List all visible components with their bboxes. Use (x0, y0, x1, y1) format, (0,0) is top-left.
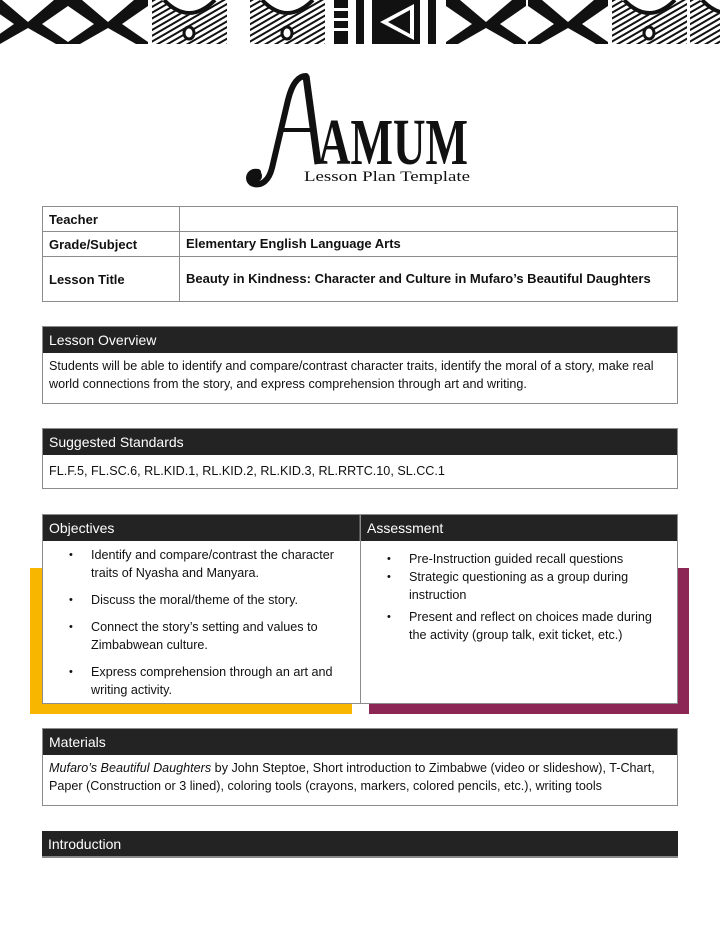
assessment-list (361, 541, 677, 644)
table-row (43, 207, 678, 232)
materials-text (43, 755, 677, 801)
materials-description: by John Steptoe, Short introduction to Zimbabwe (video or slideshow), T-Chart, Paper (Construction or 3 lined), coloring tools (crayons, markers, colored pencils, etc.), writing tools (49, 761, 655, 793)
table-row (43, 232, 678, 257)
list-item: • Strategic questioning as a group during instruction (361, 568, 669, 604)
materials-book-title: Mufaro’s Beautiful Daughters (49, 761, 212, 775)
objectives-heading: Objectives (43, 515, 360, 541)
objectives-assessment-section (42, 514, 678, 704)
objectives-list (43, 541, 360, 699)
lesson-info-table (42, 206, 678, 302)
logo-tagline: Lesson Plan Template (304, 169, 471, 185)
list-item: • Connect the story’s setting and values to Zimbabwean culture. (43, 618, 352, 654)
lesson-overview-heading: Lesson Overview (43, 327, 677, 353)
materials-heading: Materials (43, 729, 677, 755)
decorative-banner (0, 0, 720, 44)
lesson-overview-section (42, 326, 678, 404)
grade-subject-value: Elementary English Language Arts (180, 232, 678, 257)
materials-section (42, 728, 678, 806)
table-row (43, 257, 678, 302)
teacher-label: Teacher (43, 207, 180, 232)
amum-logo (240, 70, 480, 195)
list-item: • Discuss the moral/theme of the story. (43, 591, 352, 609)
assessment-column (361, 515, 677, 703)
amum-logo-icon (240, 70, 480, 195)
list-item: • Identify and compare/contrast the character traits of Nyasha and Manyara. (43, 546, 352, 582)
lesson-title-label: Lesson Title (43, 257, 180, 302)
assessment-heading: Assessment (361, 515, 677, 541)
list-item: • Express comprehension through an art and writing activity. (43, 663, 352, 699)
standards-section (42, 428, 678, 489)
lesson-overview-text: Students will be able to identify and compare/contrast character traits, identify the moral of a story, make real world connections from the story, and express comprehension through art and writing. (49, 359, 654, 391)
introduction-heading: Introduction (42, 831, 678, 858)
standards-heading: Suggested Standards (43, 429, 677, 455)
list-item: • Pre-Instruction guided recall questions (361, 550, 669, 568)
teacher-value (180, 207, 678, 232)
objectives-column (43, 515, 361, 703)
standards-text: FL.F.5, FL.SC.6, RL.KID.1, RL.KID.2, RL.KID.3, RL.RRTC.10, SL.CC.1 (49, 464, 445, 478)
grade-subject-label: Grade/Subject (43, 232, 180, 257)
pattern-icon (0, 0, 720, 44)
lesson-title-value: Beauty in Kindness: Character and Culture in Mufaro’s Beautiful Daughters (180, 257, 678, 302)
logo-wordmark: AMUM (318, 106, 468, 179)
list-item: • Present and reflect on choices made during the activity (group talk, exit ticket, etc.) (361, 608, 669, 644)
